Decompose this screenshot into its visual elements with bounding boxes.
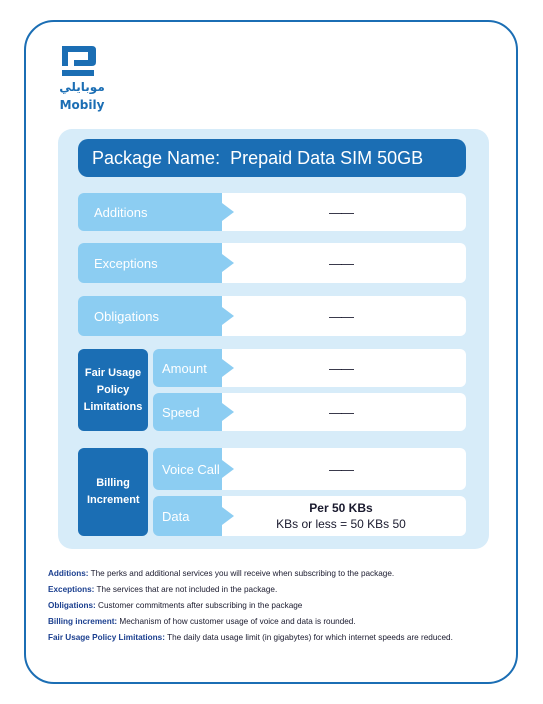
obligations-label: Obligations — [94, 308, 160, 324]
mobily-logo — [52, 42, 112, 118]
note-text: Customer commitments after subscribing in the package — [95, 601, 303, 610]
fup-speed-label-cell — [153, 393, 222, 431]
exceptions-label-cell — [78, 243, 222, 283]
additions-label: Additions — [94, 204, 148, 220]
note-term: Fair Usage Policy Limitations: — [48, 633, 165, 642]
note-obligations — [48, 598, 508, 614]
additions-label-cell — [78, 193, 222, 231]
note-term: Additions: — [48, 569, 89, 578]
note-exceptions — [48, 582, 508, 598]
fup-speed-value: —— — [329, 404, 353, 420]
billing-title: Billing Increment — [87, 477, 140, 506]
exceptions-label: Exceptions — [94, 255, 158, 271]
fup-amount-value-cell — [216, 349, 466, 387]
obligations-value-cell — [216, 296, 466, 336]
definitions-notes — [48, 566, 508, 646]
note-additions — [48, 566, 508, 582]
billing-data-value — [276, 500, 406, 532]
obligations-value: —— — [329, 308, 353, 324]
note-text: The services that are not included in the package. — [94, 585, 278, 594]
note-term: Exceptions: — [48, 585, 95, 594]
note-text: Mechanism of how customer usage of voice and data is rounded. — [117, 617, 356, 626]
billing-data-label: Data — [162, 508, 190, 524]
billing-voice-label-cell — [153, 448, 222, 490]
package-name-value: Prepaid Data SIM 50GB — [230, 147, 424, 168]
billing-voice-value: —— — [329, 461, 353, 477]
obligations-label-cell — [78, 296, 222, 336]
exceptions-value: —— — [329, 255, 353, 271]
billing-data-value-line2: KBs or less = 50 KBs 50 — [276, 517, 406, 531]
fup-speed-label: Speed — [162, 404, 200, 420]
fup-amount-label: Amount — [162, 360, 207, 376]
exceptions-value-cell — [216, 243, 466, 283]
fup-amount-value: —— — [329, 360, 353, 376]
billing-data-label-cell — [153, 496, 222, 536]
note-term: Obligations: — [48, 601, 96, 610]
billing-voice-value-cell — [216, 448, 466, 490]
note-term: Billing increment: — [48, 617, 118, 626]
note-billing-increment — [48, 614, 508, 630]
billing-title-box — [78, 448, 148, 536]
fair-usage-title-box — [78, 349, 148, 431]
billing-voice-label: Voice Call — [162, 461, 220, 477]
billing-data-value-line1: Per 50 KBs — [309, 501, 373, 515]
additions-value-cell — [216, 193, 466, 231]
billing-data-value-cell — [216, 496, 466, 536]
brand-arabic-name: موبايلي — [59, 80, 105, 94]
fair-usage-title: Fair Usage Policy Limitations — [83, 366, 143, 413]
additions-value: —— — [329, 204, 353, 220]
brand-english-name: Mobily — [59, 98, 105, 112]
fup-amount-label-cell — [153, 349, 222, 387]
note-text: The perks and additional services you will receive when subscribing to the package. — [88, 569, 395, 578]
note-fair-usage — [48, 630, 508, 646]
package-name-header — [78, 139, 466, 177]
package-name-label: Package Name: — [92, 147, 221, 168]
note-text: The daily data usage limit (in gigabytes) for which internet speeds are reduced. — [164, 633, 453, 642]
fup-speed-value-cell — [216, 393, 466, 431]
mobily-logo-icon — [58, 42, 98, 78]
